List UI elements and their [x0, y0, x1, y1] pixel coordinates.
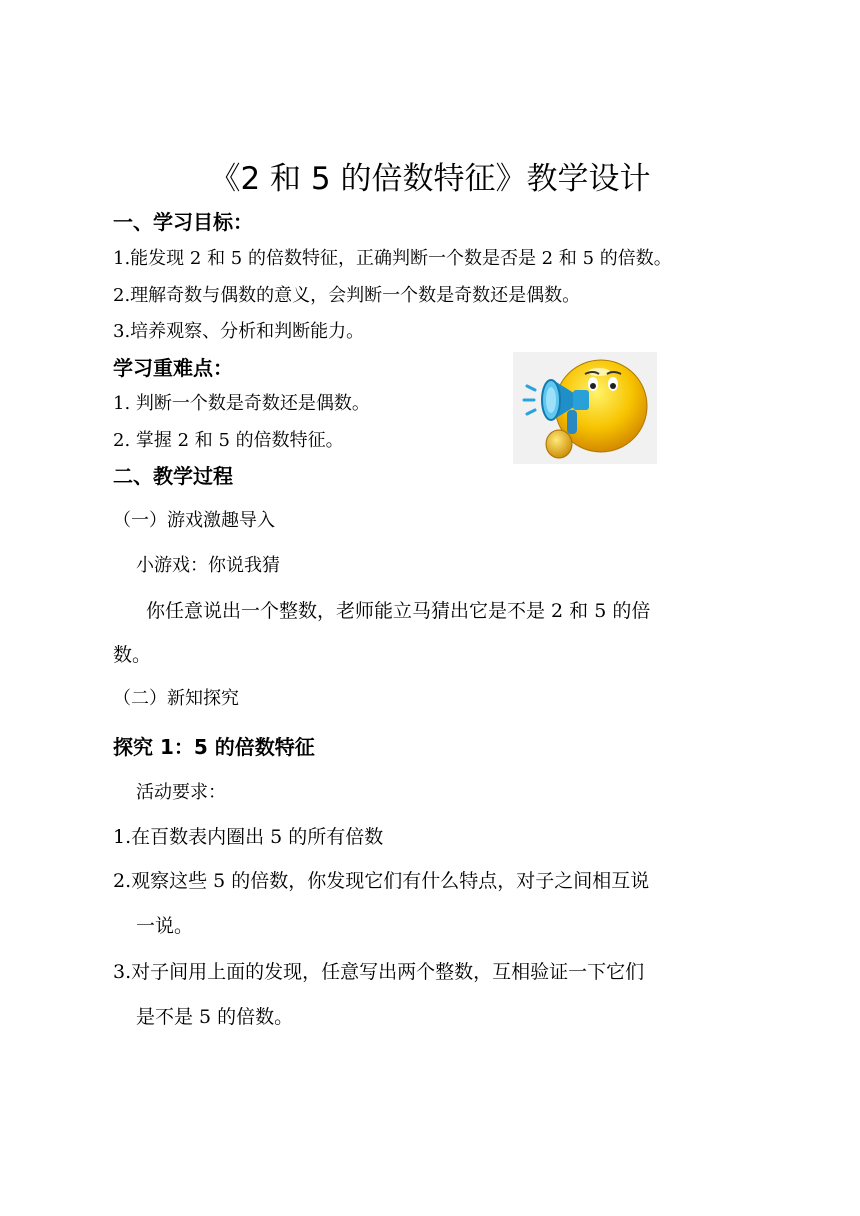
section-heading-process: 二、教学过程 — [113, 464, 233, 488]
subsection-heading: （一）游戏激趣导入 — [113, 510, 275, 531]
activity-label: 活动要求： — [136, 782, 226, 803]
goal-item: 2.理解奇数与偶数的意义，会判断一个数是奇数还是偶数。 — [113, 285, 581, 306]
paragraph-line: 数。 — [113, 644, 152, 666]
explore-heading: 探究 1：5 的倍数特征 — [113, 735, 315, 759]
step-item: 1.在百数表内圈出 5 的所有倍数 — [113, 826, 384, 848]
section-heading-keypoints: 学习重难点： — [113, 356, 233, 380]
keypoint-item: 2. 掌握 2 和 5 的倍数特征。 — [113, 430, 344, 451]
page-title: 《2 和 5 的倍数特征》教学设计 — [209, 161, 651, 197]
subsection-heading: （二）新知探究 — [113, 688, 239, 709]
section-heading-goals: 一、学习目标： — [113, 210, 253, 234]
step-item-continuation: 是不是 5 的倍数。 — [136, 1006, 294, 1028]
keypoint-item: 1. 判断一个数是奇数还是偶数。 — [113, 393, 370, 414]
goal-item: 1.能发现 2 和 5 的倍数特征，正确判断一个数是否是 2 和 5 的倍数。 — [113, 248, 672, 269]
megaphone-emoji-icon — [513, 352, 657, 464]
step-item: 3.对子间用上面的发现，任意写出两个整数，互相验证一下它们 — [113, 961, 645, 983]
step-item-continuation: 一说。 — [136, 915, 194, 937]
step-item: 2.观察这些 5 的倍数，你发现它们有什么特点，对子之间相互说 — [113, 870, 650, 892]
paragraph-line: 你任意说出一个整数，老师能立马猜出它是不是 2 和 5 的倍 — [146, 600, 651, 622]
goal-item: 3.培养观察、分析和判断能力。 — [113, 321, 365, 342]
game-label: 小游戏：你说我猜 — [136, 555, 280, 576]
